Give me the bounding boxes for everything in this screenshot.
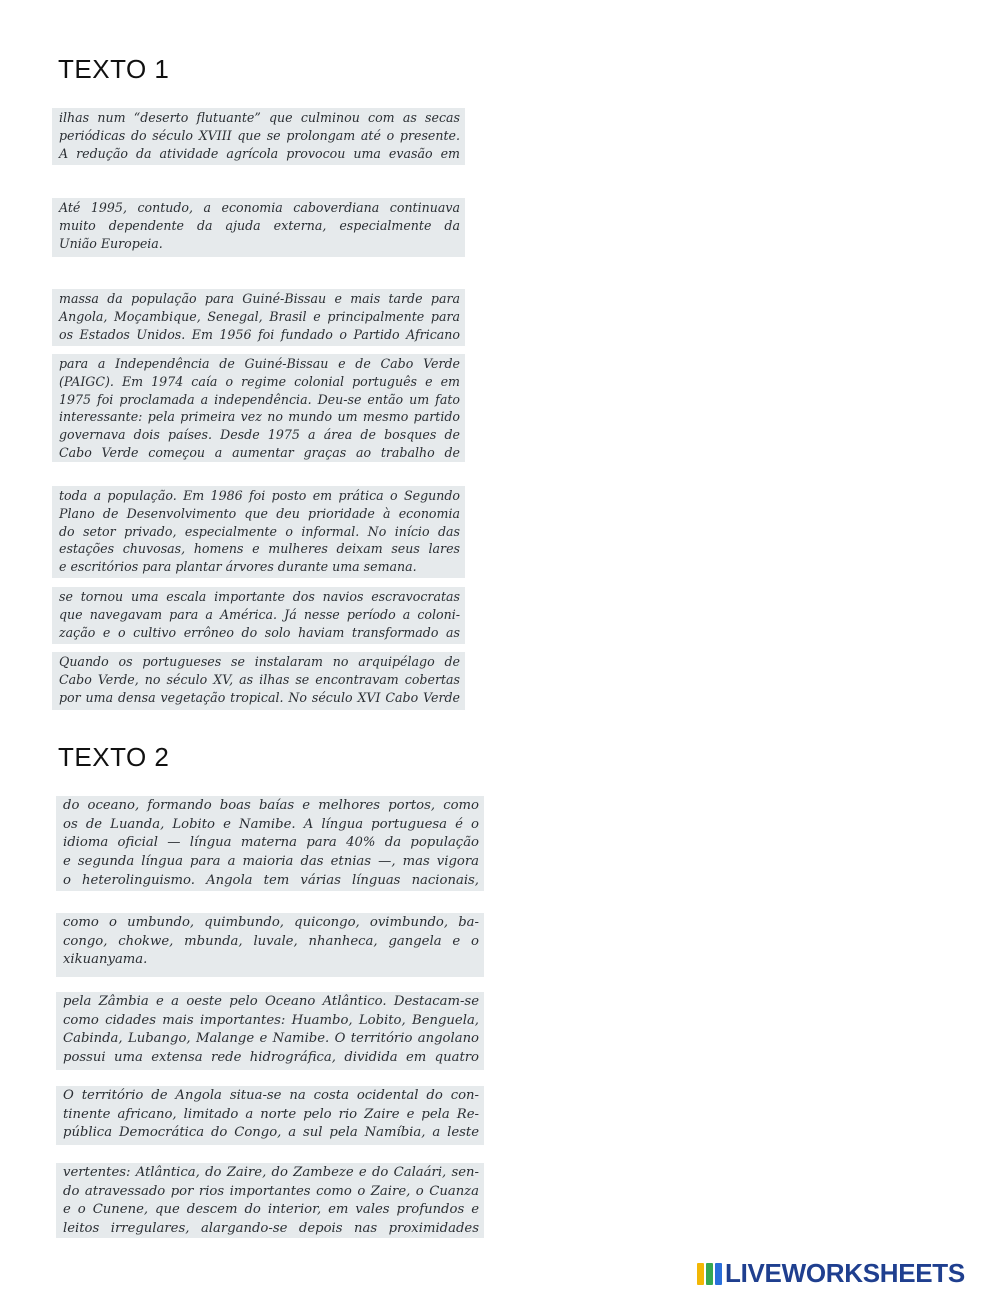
texto2-excerpt [56,1086,484,1145]
excerpt-line: governava dois países. Desde 1975 a área de bosques de [59,427,460,443]
excerpt-line: idioma oficial — língua materna para 40% da população [63,835,479,851]
excerpt-line: toda a população. Em 1986 foi posto em prática o Segundo [59,488,460,503]
excerpt-line: do oceano, formando boas baías e melhores portos, como [63,798,479,813]
excerpt-line: como cidades mais importantes: Huambo, Lobito, Benguela, [63,1012,479,1028]
texto1-excerpt [52,652,465,710]
excerpt-line: que navegavam para a América. Já nesse período a coloni- [59,606,460,622]
texto1-excerpt [52,587,465,644]
excerpt-line: União Europeia. [59,235,163,251]
excerpt-line: congo, chokwe, mbunda, luvale, nhanheca, gangela e o [63,933,479,949]
excerpt-line: do setor privado, especialmente o informal. No início das [59,523,460,539]
excerpt-line: Quando os portugueses se instalaram no arquipélago de [59,654,460,669]
excerpt-line: periódicas do século XVIII que se prolongam até o presente. [59,127,460,143]
excerpt-line: pela Zâmbia e a oeste pelo Oceano Atlântico. Destacam-se [63,994,479,1009]
excerpt-line: do atravessado por rios importantes como o Zaire, o Cuanza [63,1183,479,1199]
texto2-excerpt [56,992,484,1070]
liveworksheets-logo-text: LIVEWORKSHEETS [725,1258,965,1288]
excerpt-line: e segunda língua para a maioria das etnias —, mas vigora [63,854,479,870]
texto1-excerpt [52,289,465,346]
excerpt-line: pública Democrática do Congo, a sul pela Namíbia, a leste [63,1125,479,1141]
logo-stripe [697,1263,704,1285]
texto1-excerpt [52,354,465,462]
texto1-excerpt [52,486,465,578]
excerpt-line: tinente africano, limitado a norte pelo rio Zaire e pela Re- [63,1106,479,1122]
excerpt-line: estações chuvosas, homens e mulheres deixam seus lares [59,541,460,557]
excerpt-line: (PAIGC). Em 1974 caía o regime colonial português e em [59,373,460,389]
texto2-excerpt [56,913,484,977]
excerpt-line: Até 1995, contudo, a economia caboverdiana continuava [59,200,460,215]
excerpt-line: vertentes: Atlântica, do Zaire, do Zambeze e do Calaári, sen- [63,1165,479,1180]
excerpt-line: os de Luanda, Lobito e Namibe. A língua portuguesa é o [63,816,479,832]
texto1-excerpt [52,198,465,257]
excerpt-line: Plano de Desenvolvimento que deu prioridade à economia [59,505,460,521]
excerpt-line: os Estados Unidos. Em 1956 foi fundado o Partido Africano [59,326,460,342]
excerpt-line: Cabo Verde começou a aumentar graças ao trabalho de [59,444,460,460]
excerpt-line: Cabo Verde, no século XV, as ilhas se encontravam cobertas [59,671,460,687]
excerpt-line: zação e o cultivo errôneo do solo haviam transformado as [59,624,460,640]
excerpt-line: O território de Angola situa-se na costa ocidental do con- [63,1088,479,1103]
excerpt-line: Cabinda, Lubango, Malange e Namibe. O território angolano [63,1031,479,1047]
excerpt-line: interessante: pela primeira vez no mundo um mesmo partido [59,409,460,425]
liveworksheets-logo-icon [697,1263,722,1285]
heading-texto-1: TEXTO 1 [58,54,170,84]
excerpt-line: muito dependente da ajuda externa, especialmente da [59,217,460,233]
texto2-excerpt [56,796,484,891]
logo-stripe [706,1263,713,1285]
liveworksheets-logo [697,1258,965,1289]
excerpt-line: Angola, Moçambique, Senegal, Brasil e principalmente para [59,308,460,324]
excerpt-line: leitos irregulares, alargando-se depois nas proximidades [63,1221,479,1237]
excerpt-line: 1975 foi proclamada a independência. Deu-se então um fato [59,391,460,407]
excerpt-line: possui uma extensa rede hidrográfica, dividida em quatro [63,1050,479,1066]
excerpt-line: xikuanyama. [63,952,148,968]
excerpt-line: A redução da atividade agrícola provocou uma evasão em [59,145,460,161]
excerpt-line: se tornou uma escala importante dos navios escravocratas [59,589,460,604]
excerpt-line: e o Cunene, que descem do interior, em vales profundos e [63,1202,479,1218]
excerpt-line: por uma densa vegetação tropical. No século XVI Cabo Verde [59,689,460,705]
excerpt-line: para a Independência de Guiné-Bissau e de Cabo Verde [59,356,460,371]
excerpt-line: ilhas num “deserto flutuante” que culminou com as secas [59,110,460,125]
heading-texto-2: TEXTO 2 [58,742,170,772]
logo-stripe [715,1263,722,1285]
texto1-excerpt [52,108,465,165]
excerpt-line: o heterolinguismo. Angola tem várias línguas nacionais, [63,872,479,888]
excerpt-line: como o umbundo, quimbundo, quicongo, ovimbundo, ba- [63,915,479,930]
excerpt-line: massa da população para Guiné-Bissau e mais tarde para [59,291,460,306]
texto2-excerpt [56,1163,484,1238]
excerpt-line: e escritórios para plantar árvores durante uma semana. [59,559,417,575]
